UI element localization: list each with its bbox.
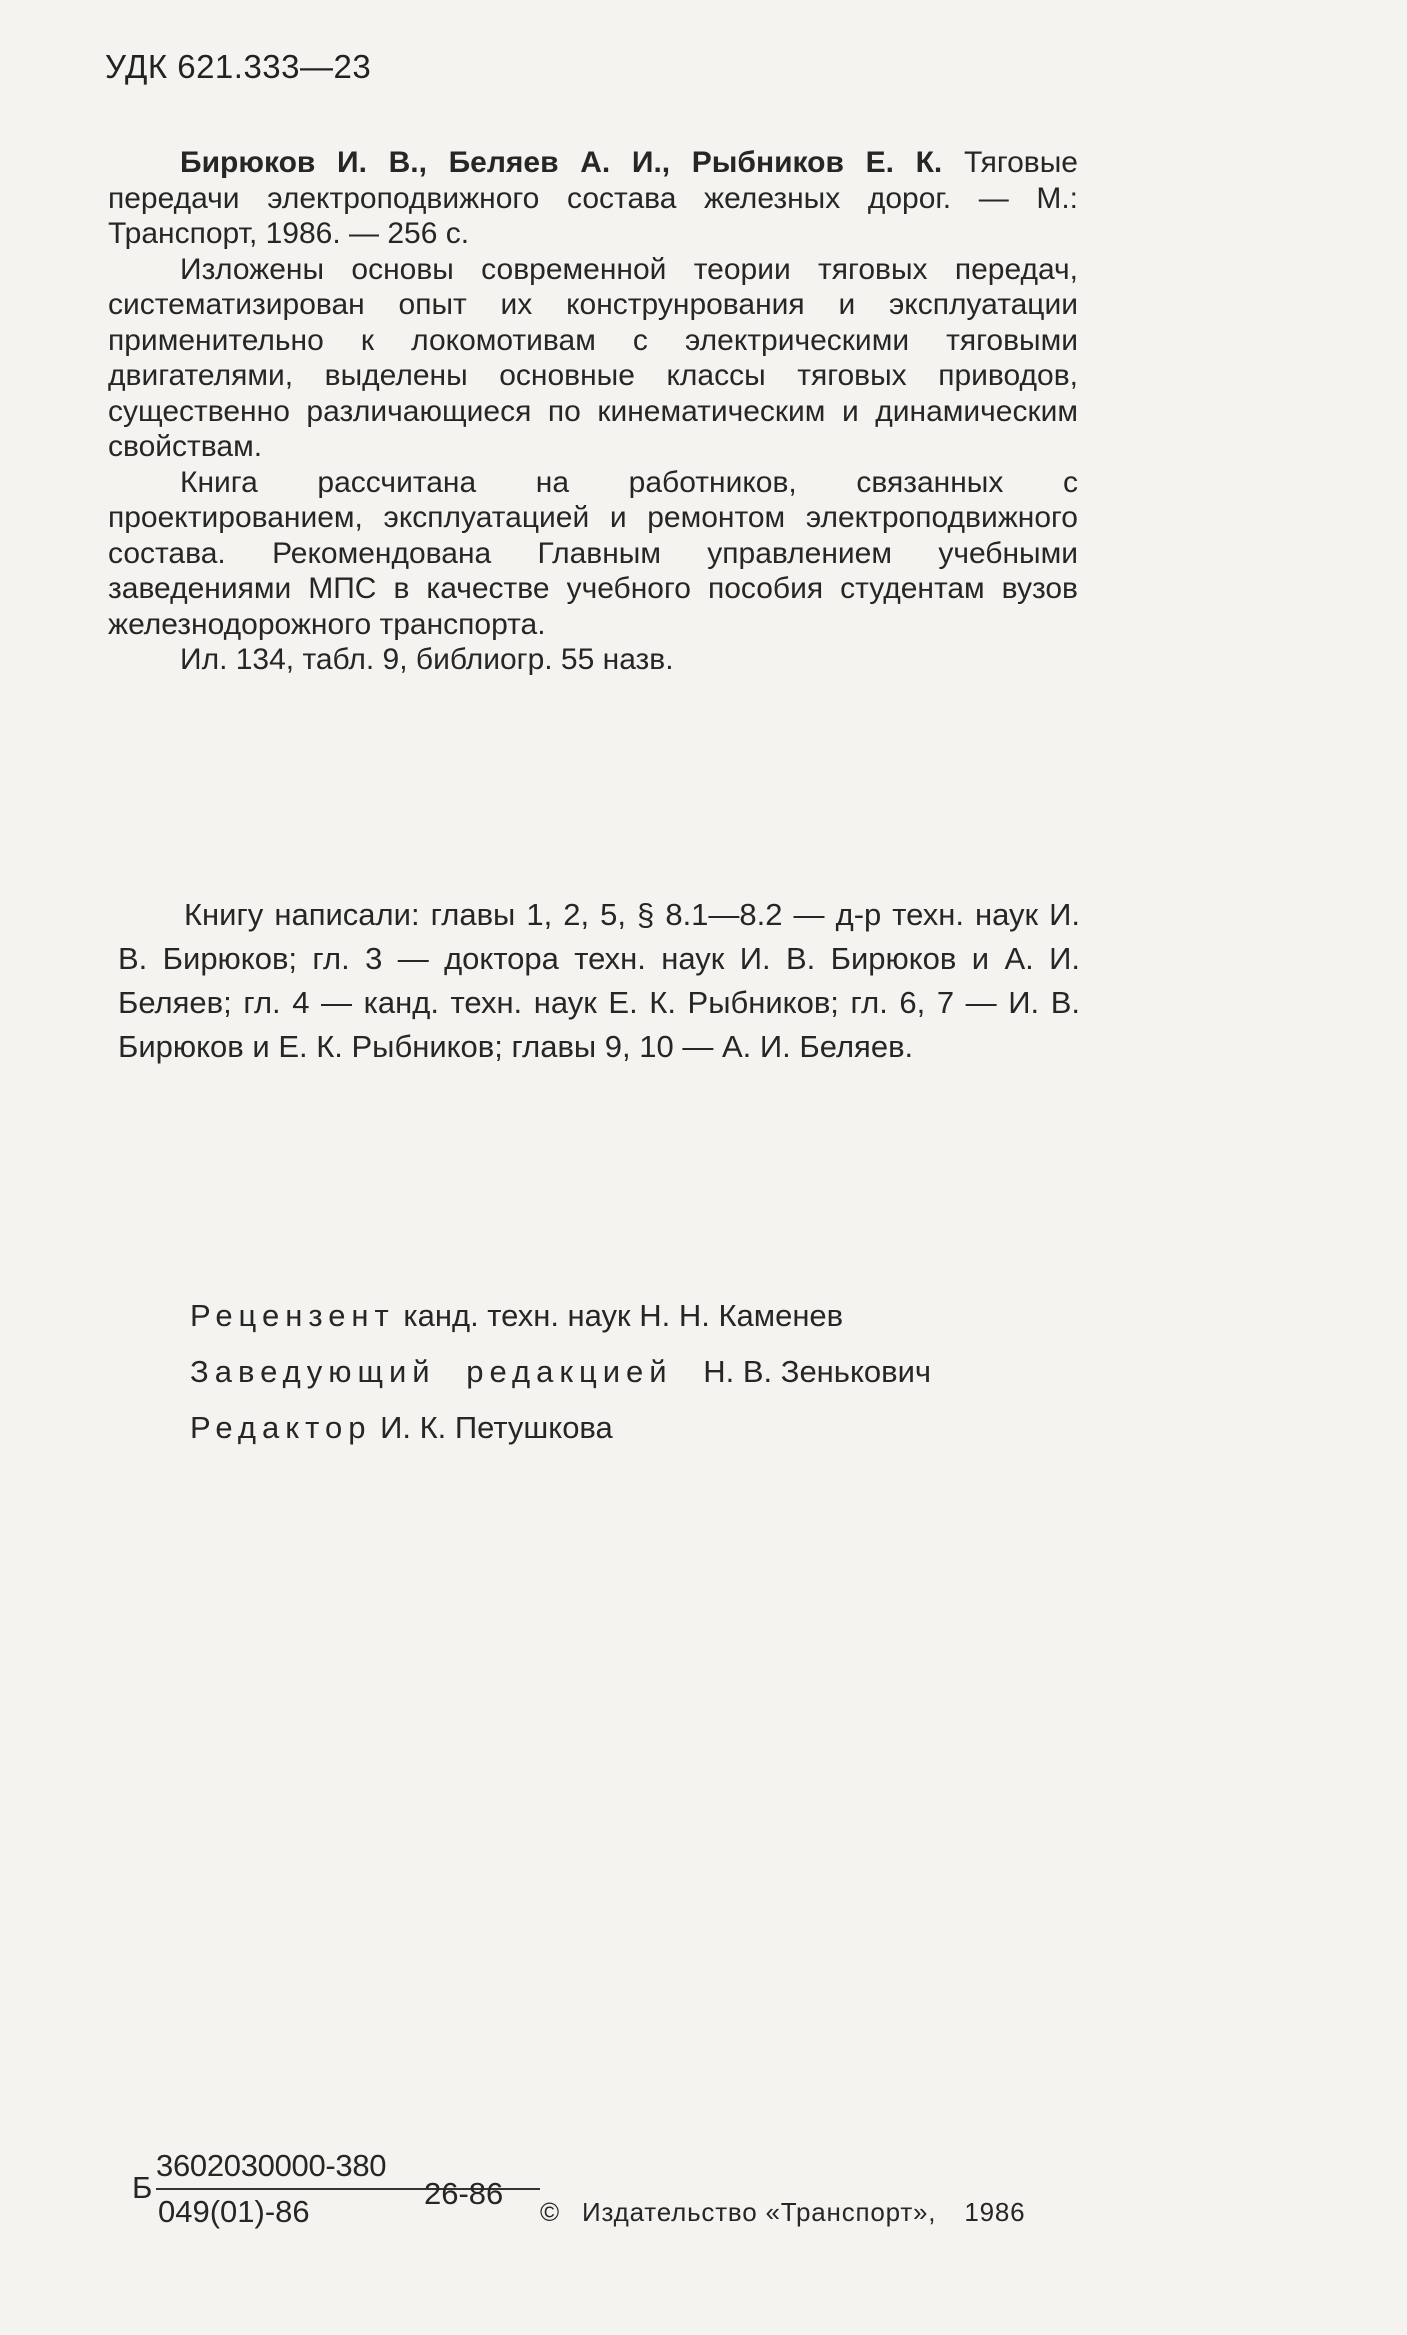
- bbk-letter: Б: [132, 2170, 153, 2205]
- head-editor-name: Н. В. Зенькович: [703, 1354, 932, 1389]
- bibliographic-abstract: [108, 145, 1078, 678]
- abstract-paragraph-1: Изложены основы современной теории тяговых передач, систематизирован опыт их конструнрования и эксплуатации применительно к локомотивам с электрическими тяговыми двигателями, выделены основные классы тяговых приводов, существенно различающиеся по кинематическим и динамическим свойствам.: [108, 252, 1078, 463]
- bbk-numerator-text: 3602030000-380: [156, 2148, 387, 2183]
- authorship-note: [118, 893, 1080, 1069]
- citation-paragraph: [108, 145, 1078, 252]
- udk-code: УДК 621.333—23: [105, 48, 372, 85]
- editor-role: Редактор: [190, 1410, 372, 1445]
- publication-year: 1986: [964, 2197, 1026, 2227]
- abstract-paragraph-2: Книга рассчитана на работников, связанных с проектированием, эксплуатацией и ремонтом электроподвижного состава. Рекомендована Главным управлением учебными заведениями МПС в качестве учебного пособия студентам вузов железнодорожного транспорта.: [108, 465, 1078, 641]
- reviewer-line: [190, 1288, 931, 1344]
- head-role-1: Заведующий: [190, 1354, 436, 1389]
- publisher: Издательство «Транспорт»,: [582, 2197, 937, 2227]
- editor-name: И. К. Петушкова: [380, 1410, 613, 1445]
- authors: Бирюков И. В., Беляев А. И., Рыбников Е. К.: [180, 146, 943, 179]
- editorial-credits: [190, 1288, 931, 1456]
- bbk-index: [132, 2148, 532, 2238]
- illustrations-count: Ил. 134, табл. 9, библиогр. 55 назв.: [180, 643, 674, 676]
- bbk-suffix: 26-86: [424, 2176, 504, 2211]
- copyright-icon: ©: [540, 2197, 560, 2227]
- copyright-line: [540, 2197, 1025, 2228]
- head-editor-line: [190, 1344, 931, 1400]
- citation: Тяговые передачи электроподвижного состава железных дорог. — М.: Транспорт, 1986. — 256 с.: [108, 146, 1078, 250]
- head-role-2: редакцией: [466, 1354, 673, 1389]
- authorship-paragraph: Книгу написали: главы 1, 2, 5, § 8.1—8.2 — д-р техн. наук И. В. Бирюков; гл. 3 — доктора техн. наук И. В. Бирюков и А. И. Беляев; гл. 4 — канд. техн. наук Е. К. Рыбников; гл. 6, 7 — И. В. Бирюков и Е. К. Рыбников; главы 9, 10 — А. И. Беляев.: [118, 897, 1080, 1064]
- bbk-denominator: 049(01)-86: [158, 2194, 310, 2229]
- reviewer-role: Рецензент: [190, 1298, 395, 1333]
- editor-line: [190, 1400, 931, 1456]
- reviewer-name: канд. техн. наук Н. Н. Каменев: [403, 1298, 844, 1333]
